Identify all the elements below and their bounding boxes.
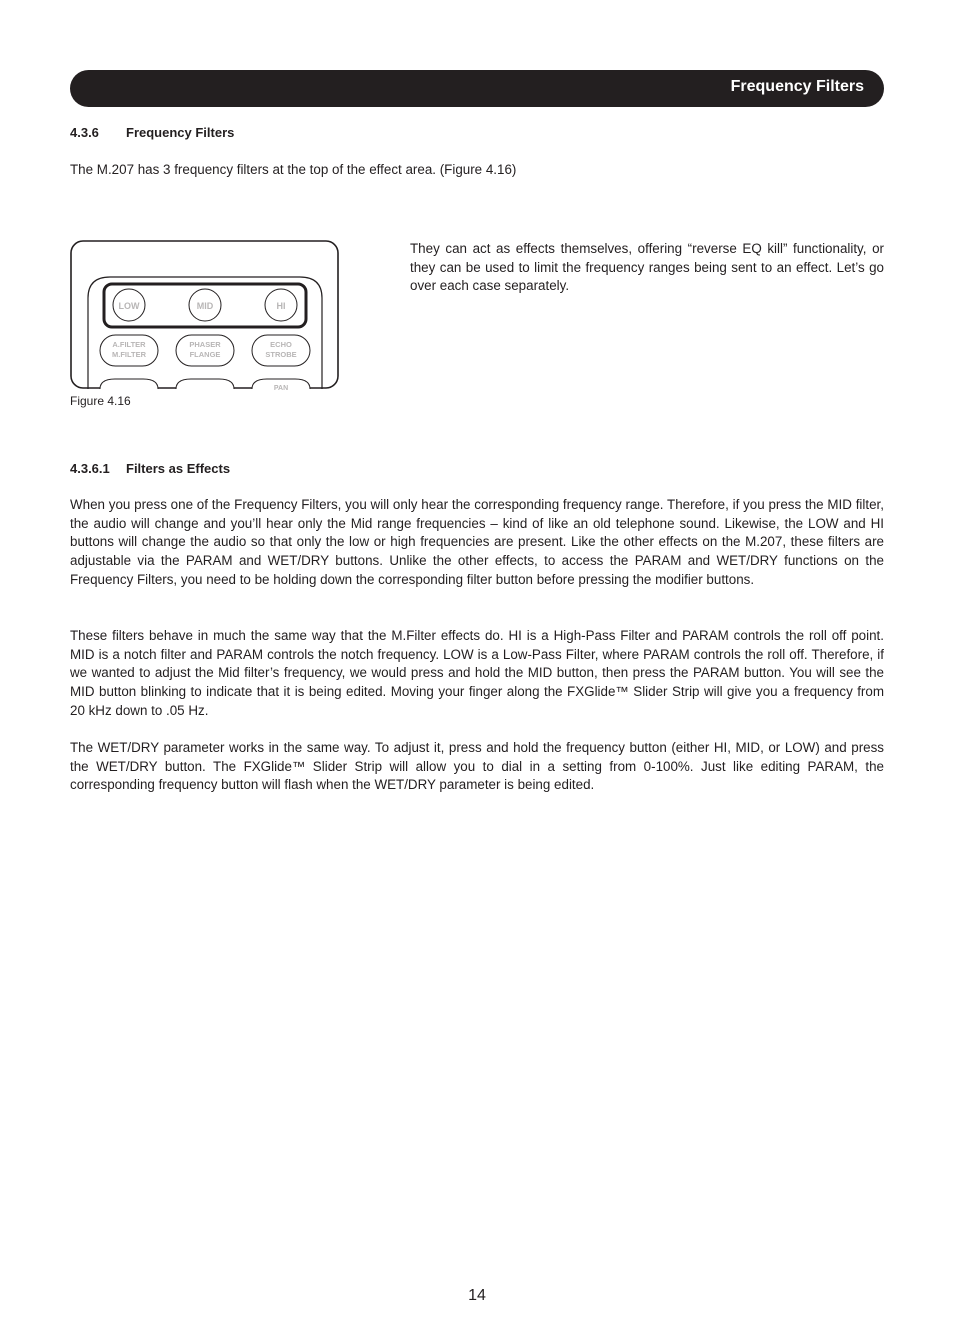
subsection-heading bbox=[70, 461, 230, 476]
pan-label: PAN bbox=[273, 385, 289, 390]
figure-caption: Figure 4.16 bbox=[70, 394, 131, 408]
section-number: 4.3.6 bbox=[70, 125, 99, 140]
hi-button-label: HI bbox=[276, 301, 286, 311]
header-title: Frequency Filters bbox=[730, 78, 864, 95]
body-paragraph-3: The WET/DRY parameter works in the same way. To adjust it, press and hold the frequency button (either HI, MID, or LOW) and press the WET/DRY button. The FXGlide™ Slider Strip will allow you to dial in a setting from 0-100%. Just like editing PARAM, the corresponding frequency button will flash when the WET/DRY parameter is being edited. bbox=[70, 740, 884, 793]
header-bar bbox=[70, 70, 884, 107]
section-heading bbox=[70, 125, 234, 140]
low-button-label: LOW bbox=[118, 301, 140, 311]
mid-button-label: MID bbox=[196, 301, 214, 311]
section-title: Frequency Filters bbox=[126, 125, 235, 140]
intro-paragraph: The M.207 has 3 frequency filters at the top of the effect area. (Figure 4.16) bbox=[70, 162, 517, 177]
phaser-label-top: PHASER bbox=[189, 340, 221, 349]
subsection-title: Filters as Effects bbox=[126, 461, 231, 476]
figure-side-paragraph: They can act as effects themselves, offering “reverse EQ kill” functionality, or they can be used to limit the frequency ranges being sent to an effect. Let’s go over each case separately. bbox=[410, 241, 884, 294]
page-number: 14 bbox=[468, 1287, 486, 1304]
body-paragraph-1: When you press one of the Frequency Filters, you will only hear the corresponding frequency range. Therefore, if you press the MID filter, the audio will change and you’ll hear only the Mid range frequencies – kind of like an old telephone sound. Likewise, the LOW and HI buttons will change the audio so that only the low or high frequencies are present. Like the other effects on the M.207, these filters are adjustable via the PARAM and WET/DRY buttons. Unlike the other effects, to access the PARAM and WET/DRY functions on the Frequency Filters, you need to be holding down the corresponding filter button before pressing the modifier buttons. bbox=[70, 497, 884, 587]
subsection-number: 4.3.6.1 bbox=[70, 461, 110, 476]
echo-label-top: ECHO bbox=[270, 340, 292, 349]
body-paragraph-2: These filters behave in much the same way that the M.Filter effects do. HI is a High-Pass Filter and PARAM controls the roll off point. MID is a notch filter and PARAM controls the notch frequency. LOW is a Low-Pass Filter, where PARAM controls the roll off. Therefore, if we wanted to adjust the Mid filter’s frequency, we would press and hold the MID button, then press the PARAM button. You will see the MID button blinking to indicate that it is being edited. Moving your finger along the FXGlide™ Slider Strip will give you a frequency from 20 kHz down to .05 Hz. bbox=[70, 628, 884, 718]
phaser-label-bottom: FLANGE bbox=[189, 350, 221, 359]
afilter-label-bottom: M.FILTER bbox=[111, 350, 147, 359]
echo-label-bottom: STROBE bbox=[265, 350, 297, 359]
afilter-label-top: A.FILTER bbox=[112, 340, 146, 349]
effects-panel-illustration bbox=[70, 240, 340, 390]
figure-4-16 bbox=[70, 240, 340, 390]
